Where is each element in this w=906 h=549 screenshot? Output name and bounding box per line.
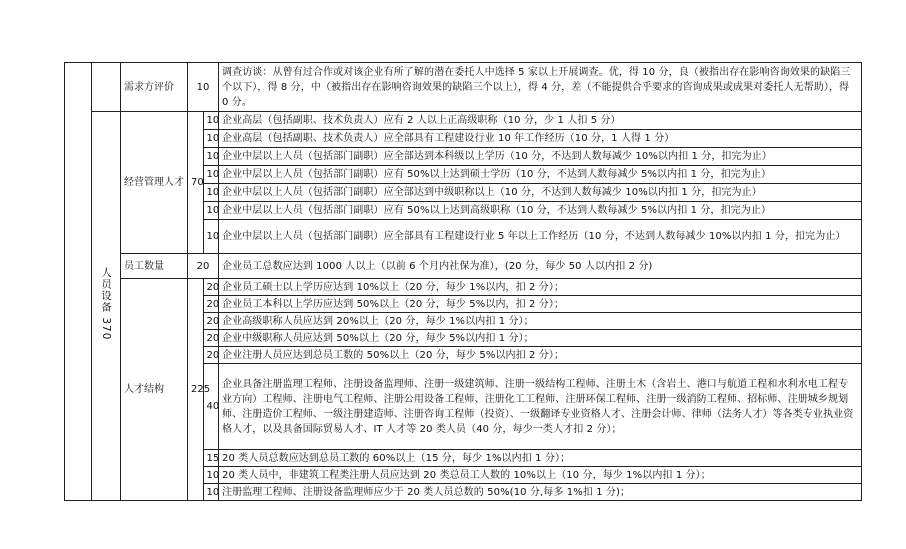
scoring-table — [64, 62, 862, 501]
criterion-text: 注册监理工程师、注册设备监理师应少于 20 类人员总数的 50%(10 分,每多 1%扣 1 分)； — [219, 484, 862, 501]
item-points: 15 — [203, 450, 219, 467]
criterion-text: 企业中层以上人员（包括部门副职）应全部达到本科级以上学历（10 分，不达到人数每减少 10%以内扣 1 分，扣完为止） — [219, 148, 862, 166]
item-points: 20 — [203, 279, 219, 296]
criterion-text: 调查访谈：从曾有过合作或对该企业有所了解的潜在委托人中选择 5 家以上开展调查。优，得 10 分，良（被指出存在影响咨询效果的缺陷三个以下），得 8 分，中（被指出存在影响咨询效果的缺陷三个以上），得 4 分，差（不能提供合乎要求的咨询成果或成果对委托人无帮助），得 0 分。 — [219, 63, 862, 112]
item-points: 20 — [203, 313, 219, 330]
criterion-text: 企业员工总数应达到 1000 人以上（以前 6 个月内社保为准），(20 分，每少 50 人以内扣 2 分) — [219, 254, 862, 279]
subcategory-label: 人才结构 — [121, 279, 188, 501]
item-points: 20 — [203, 347, 219, 364]
criterion-text: 企业员工本科以上学历应达到 50%以上（20 分，每少 5%以内，扣 2 分）； — [219, 296, 862, 313]
item-points: 10 — [203, 166, 219, 184]
subcategory-score: 20 — [188, 254, 219, 279]
criterion-text: 企业高层（包括副职、技术负责人）应全部具有工程建设行业 10 年工作经历（10 分，1 人得 1 分） — [219, 130, 862, 148]
subcategory-label: 员工数量 — [121, 254, 188, 279]
criterion-text: 企业高层（包括副职、技术负责人）应有 2 人以上正高级职称（10 分，少 1 人扣 5 分） — [219, 112, 862, 130]
item-points: 10 — [203, 130, 219, 148]
table-row — [65, 63, 862, 112]
item-points: 10 — [203, 112, 219, 130]
section-label: 人员设备 370 — [100, 266, 112, 341]
item-points: 10 — [203, 148, 219, 166]
item-points: 10 — [203, 202, 219, 220]
criterion-text: 企业中层以上人员（包括部门副职）应全部达到中级职称以上（10 分，不达到人数每减少 10%以内扣 1 分，扣完为止） — [219, 184, 862, 202]
criterion-text: 企业员工硕士以上学历应达到 10%以上（20 分，每少 1%以内，扣 2 分）； — [219, 279, 862, 296]
item-points: 10 — [203, 484, 219, 501]
table-row — [65, 112, 862, 130]
table-row — [65, 254, 862, 279]
criterion-text: 企业中层以上人员（包括部门副职）应全部具有工程建设行业 5 年以上工作经历（10 分，不达到人数每减少 10%以内扣 1 分，扣完为止） — [219, 220, 862, 254]
section-label-cell — [92, 112, 121, 501]
criterion-text: 20 类人员中，非建筑工程类注册人员应达到 20 类总员工人数的 10%以上（10 分，每少 1%以内扣 1 分）； — [219, 467, 862, 484]
subcategory-label: 经营管理人才 — [121, 112, 188, 254]
category-column-cell — [65, 63, 92, 501]
item-points: 20 — [203, 330, 219, 347]
criterion-text: 企业中层以上人员（包括部门副职）应有 50%以上达到硕士学历（10 分，不达到人数每减少 5%以内扣 1 分，扣完为止） — [219, 166, 862, 184]
item-points: 10 — [203, 467, 219, 484]
criterion-text: 企业具备注册监理工程师、注册设备监理师、注册一级建筑师、注册一级结构工程师、注册土木（含岩土、港口与航道工程和水利水电工程专业方向）工程师、注册电气工程师、注册公用设备工程师、注册化工工程师、注册环保工程师、注册一级消防工程师、招标师、注册城乡规划师、注册造价工程师、一级注册建造师、注册咨询工程师（投资）、一级翻译专业资格人才、注册会计师、律师（法务人才）等各类专业执业资格人才，以及具备国际贸易人才、IT 人才等 20 类人员（40 分，每少一类人才扣 2 分）； — [219, 364, 862, 450]
criterion-text: 企业高级职称人员应达到 20%以上（20 分，每少 1%以内扣 1 分）； — [219, 313, 862, 330]
subcategory-score: 10 — [188, 63, 219, 112]
item-points: 40 — [203, 364, 219, 450]
item-points: 20 — [203, 296, 219, 313]
criterion-text: 企业中层以上人员（包括部门副职）应有 50%以上达到高级职称（10 分，不达到人数每减少 5%以内扣 1 分，扣完为止） — [219, 202, 862, 220]
item-points: 10 — [203, 184, 219, 202]
item-points: 10 — [203, 220, 219, 254]
criterion-text: 企业中级职称人员应达到 50%以上（20 分，每少 5%以内扣 1 分）； — [219, 330, 862, 347]
subcategory-label: 需求方评价 — [121, 63, 188, 112]
section-cell-blank — [92, 63, 121, 112]
criterion-text: 20 类人员总数应达到总员工数的 60%以上（15 分，每少 1%以内扣 1 分）； — [219, 450, 862, 467]
subcategory-score: 225 — [188, 279, 204, 501]
criterion-text: 企业注册人员应达到总员工数的 50%以上（20 分，每少 5%以内扣 2 分）； — [219, 347, 862, 364]
table-row — [65, 279, 862, 296]
subcategory-score: 70 — [188, 112, 204, 254]
